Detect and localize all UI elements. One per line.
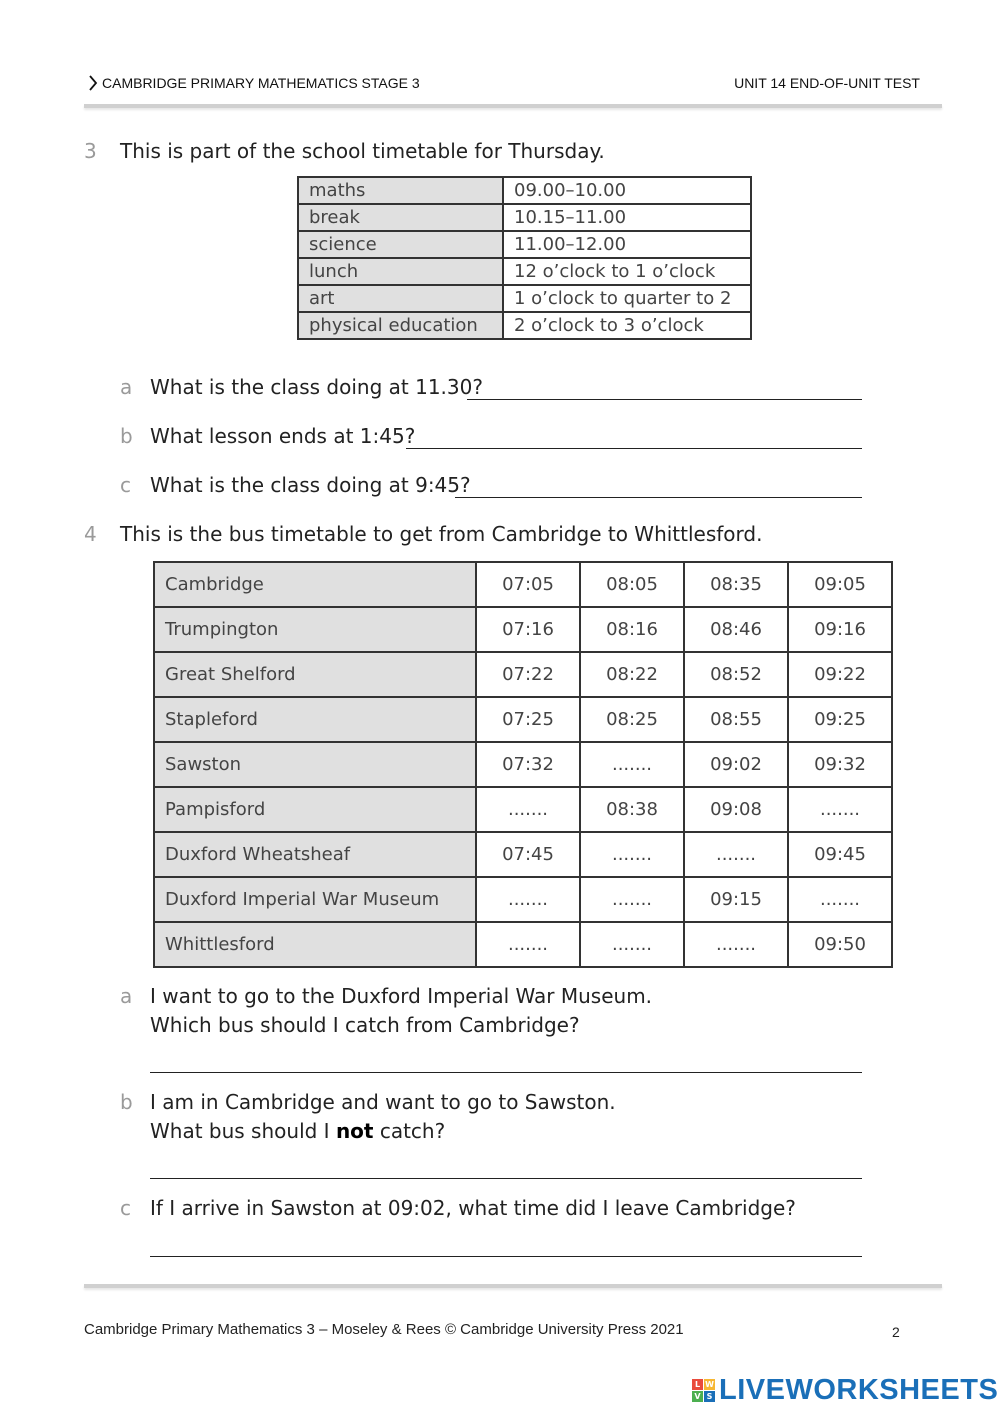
- timetable-activity: physical education: [298, 312, 503, 339]
- bus-stop-name: Duxford Wheatsheaf: [154, 832, 476, 877]
- timetable-activity: maths: [298, 177, 503, 204]
- timetable-time: 10.15–11.00: [503, 204, 751, 231]
- bus-stop-name: Pampisford: [154, 787, 476, 832]
- question-number: 4: [84, 522, 97, 546]
- bus-stop-name: Whittlesford: [154, 922, 476, 967]
- part-text-line: If I arrive in Sawston at 09:02, what time did I leave Cambridge?: [150, 1196, 796, 1220]
- bus-time-cell[interactable]: .......: [684, 832, 788, 877]
- bus-time-cell: 08:16: [580, 607, 684, 652]
- logo-wordmark: LIVEWORKSHEETS: [719, 1374, 999, 1406]
- bus-stop-name: Duxford Imperial War Museum: [154, 877, 476, 922]
- bus-time-cell: 07:25: [476, 697, 580, 742]
- part-letter: b: [120, 1090, 133, 1114]
- bus-time-cell[interactable]: .......: [476, 922, 580, 967]
- bus-time-cell: 09:22: [788, 652, 892, 697]
- timetable-row: [298, 312, 751, 339]
- bus-time-cell: 08:38: [580, 787, 684, 832]
- school-timetable: [297, 176, 752, 340]
- liveworksheets-logo[interactable]: [692, 1374, 998, 1407]
- logo-mark-icon: [692, 1379, 715, 1402]
- bus-time-cell: 09:02: [684, 742, 788, 787]
- bus-time-cell: 09:05: [788, 562, 892, 607]
- bus-row: [154, 787, 892, 832]
- bus-time-cell: 07:32: [476, 742, 580, 787]
- bus-time-cell: 08:35: [684, 562, 788, 607]
- timetable-time: 2 o’clock to 3 o’clock: [503, 312, 751, 339]
- bus-time-cell: 08:55: [684, 697, 788, 742]
- logo-mark-tile: S: [704, 1391, 715, 1402]
- bus-time-cell: 09:45: [788, 832, 892, 877]
- part-text: What lesson ends at 1:45?: [150, 424, 416, 448]
- answer-line[interactable]: [150, 1256, 862, 1257]
- logo-mark-tile: L: [692, 1379, 703, 1390]
- bus-time-cell: 08:25: [580, 697, 684, 742]
- bus-row: [154, 697, 892, 742]
- timetable-activity: art: [298, 285, 503, 312]
- timetable-time: 09.00–10.00: [503, 177, 751, 204]
- timetable-activity: break: [298, 204, 503, 231]
- bus-timetable: [153, 561, 893, 968]
- timetable-activity: science: [298, 231, 503, 258]
- answer-line[interactable]: [150, 1072, 862, 1073]
- part-text-line: Which bus should I catch from Cambridge?: [150, 1013, 580, 1037]
- header-unit-title: UNIT 14 END-OF-UNIT TEST: [734, 75, 920, 91]
- bus-time-cell[interactable]: .......: [476, 787, 580, 832]
- timetable-row: [298, 177, 751, 204]
- bus-stop-name: Cambridge: [154, 562, 476, 607]
- timetable-time: 12 o’clock to 1 o’clock: [503, 258, 751, 285]
- bus-row: [154, 652, 892, 697]
- logo-mark-tile: V: [692, 1391, 703, 1402]
- bus-time-cell[interactable]: .......: [788, 787, 892, 832]
- bus-time-cell[interactable]: .......: [580, 742, 684, 787]
- timetable-row: [298, 231, 751, 258]
- bus-time-cell[interactable]: .......: [788, 877, 892, 922]
- bus-time-cell: 09:15: [684, 877, 788, 922]
- bus-row: [154, 562, 892, 607]
- header-series-title: CAMBRIDGE PRIMARY MATHEMATICS STAGE 3: [102, 75, 420, 91]
- text-fragment: catch?: [373, 1119, 446, 1143]
- bus-time-cell: 09:08: [684, 787, 788, 832]
- bus-time-cell: 07:45: [476, 832, 580, 877]
- part-text: What is the class doing at 9:45?: [150, 473, 471, 497]
- bus-stop-name: Great Shelford: [154, 652, 476, 697]
- answer-line[interactable]: [150, 1178, 862, 1179]
- timetable-time: 1 o’clock to quarter to 2: [503, 285, 751, 312]
- bus-time-cell: 08:05: [580, 562, 684, 607]
- question-number: 3: [84, 139, 97, 163]
- bus-time-cell: 08:52: [684, 652, 788, 697]
- text-fragment: What bus should I: [150, 1119, 336, 1143]
- emphasis-not: not: [335, 1119, 374, 1143]
- bus-time-cell[interactable]: .......: [684, 922, 788, 967]
- bus-time-cell: 08:22: [580, 652, 684, 697]
- bus-time-cell[interactable]: .......: [580, 922, 684, 967]
- part-text-line: I am in Cambridge and want to go to Sawston.: [150, 1090, 616, 1114]
- answer-line[interactable]: [467, 399, 862, 400]
- header-divider: [84, 104, 942, 108]
- bus-time-cell: 07:05: [476, 562, 580, 607]
- timetable-row: [298, 285, 751, 312]
- timetable-row: [298, 258, 751, 285]
- running-header-left: [88, 75, 420, 91]
- timetable-activity: lunch: [298, 258, 503, 285]
- part-text-line: [150, 1119, 445, 1143]
- bus-time-cell[interactable]: .......: [476, 877, 580, 922]
- part-text-line: I want to go to the Duxford Imperial War Museum.: [150, 984, 653, 1008]
- timetable-time: 11.00–12.00: [503, 231, 751, 258]
- chevron-right-icon: [88, 75, 98, 91]
- question-text: This is part of the school timetable for Thursday.: [120, 139, 605, 163]
- part-text: What is the class doing at 11.30?: [150, 375, 483, 399]
- bus-time-cell: 07:16: [476, 607, 580, 652]
- bus-time-cell[interactable]: .......: [580, 832, 684, 877]
- bus-stop-name: Sawston: [154, 742, 476, 787]
- part-letter: c: [120, 1196, 131, 1220]
- bus-time-cell: 08:46: [684, 607, 788, 652]
- part-letter: a: [120, 984, 133, 1008]
- part-letter: c: [120, 473, 131, 497]
- logo-mark-tile: W: [705, 1380, 714, 1389]
- answer-line[interactable]: [455, 497, 862, 498]
- bus-row: [154, 742, 892, 787]
- footer-divider: [84, 1284, 942, 1288]
- bus-row: [154, 922, 892, 967]
- timetable-row: [298, 204, 751, 231]
- part-letter: b: [120, 424, 133, 448]
- bus-row: [154, 607, 892, 652]
- part-letter: a: [120, 375, 133, 399]
- bus-time-cell: 09:50: [788, 922, 892, 967]
- footer-credit: Cambridge Primary Mathematics 3 – Moseley & Rees © Cambridge University Press 2021: [84, 1321, 684, 1338]
- bus-time-cell: 07:22: [476, 652, 580, 697]
- question-text: This is the bus timetable to get from Cambridge to Whittlesford.: [120, 522, 763, 546]
- bus-row: [154, 832, 892, 877]
- bus-time-cell: 09:16: [788, 607, 892, 652]
- bus-time-cell: 09:25: [788, 697, 892, 742]
- page-number: 2: [892, 1324, 900, 1340]
- bus-time-cell: 09:32: [788, 742, 892, 787]
- bus-stop-name: Stapleford: [154, 697, 476, 742]
- bus-stop-name: Trumpington: [154, 607, 476, 652]
- bus-time-cell[interactable]: .......: [580, 877, 684, 922]
- bus-row: [154, 877, 892, 922]
- answer-line[interactable]: [406, 448, 862, 449]
